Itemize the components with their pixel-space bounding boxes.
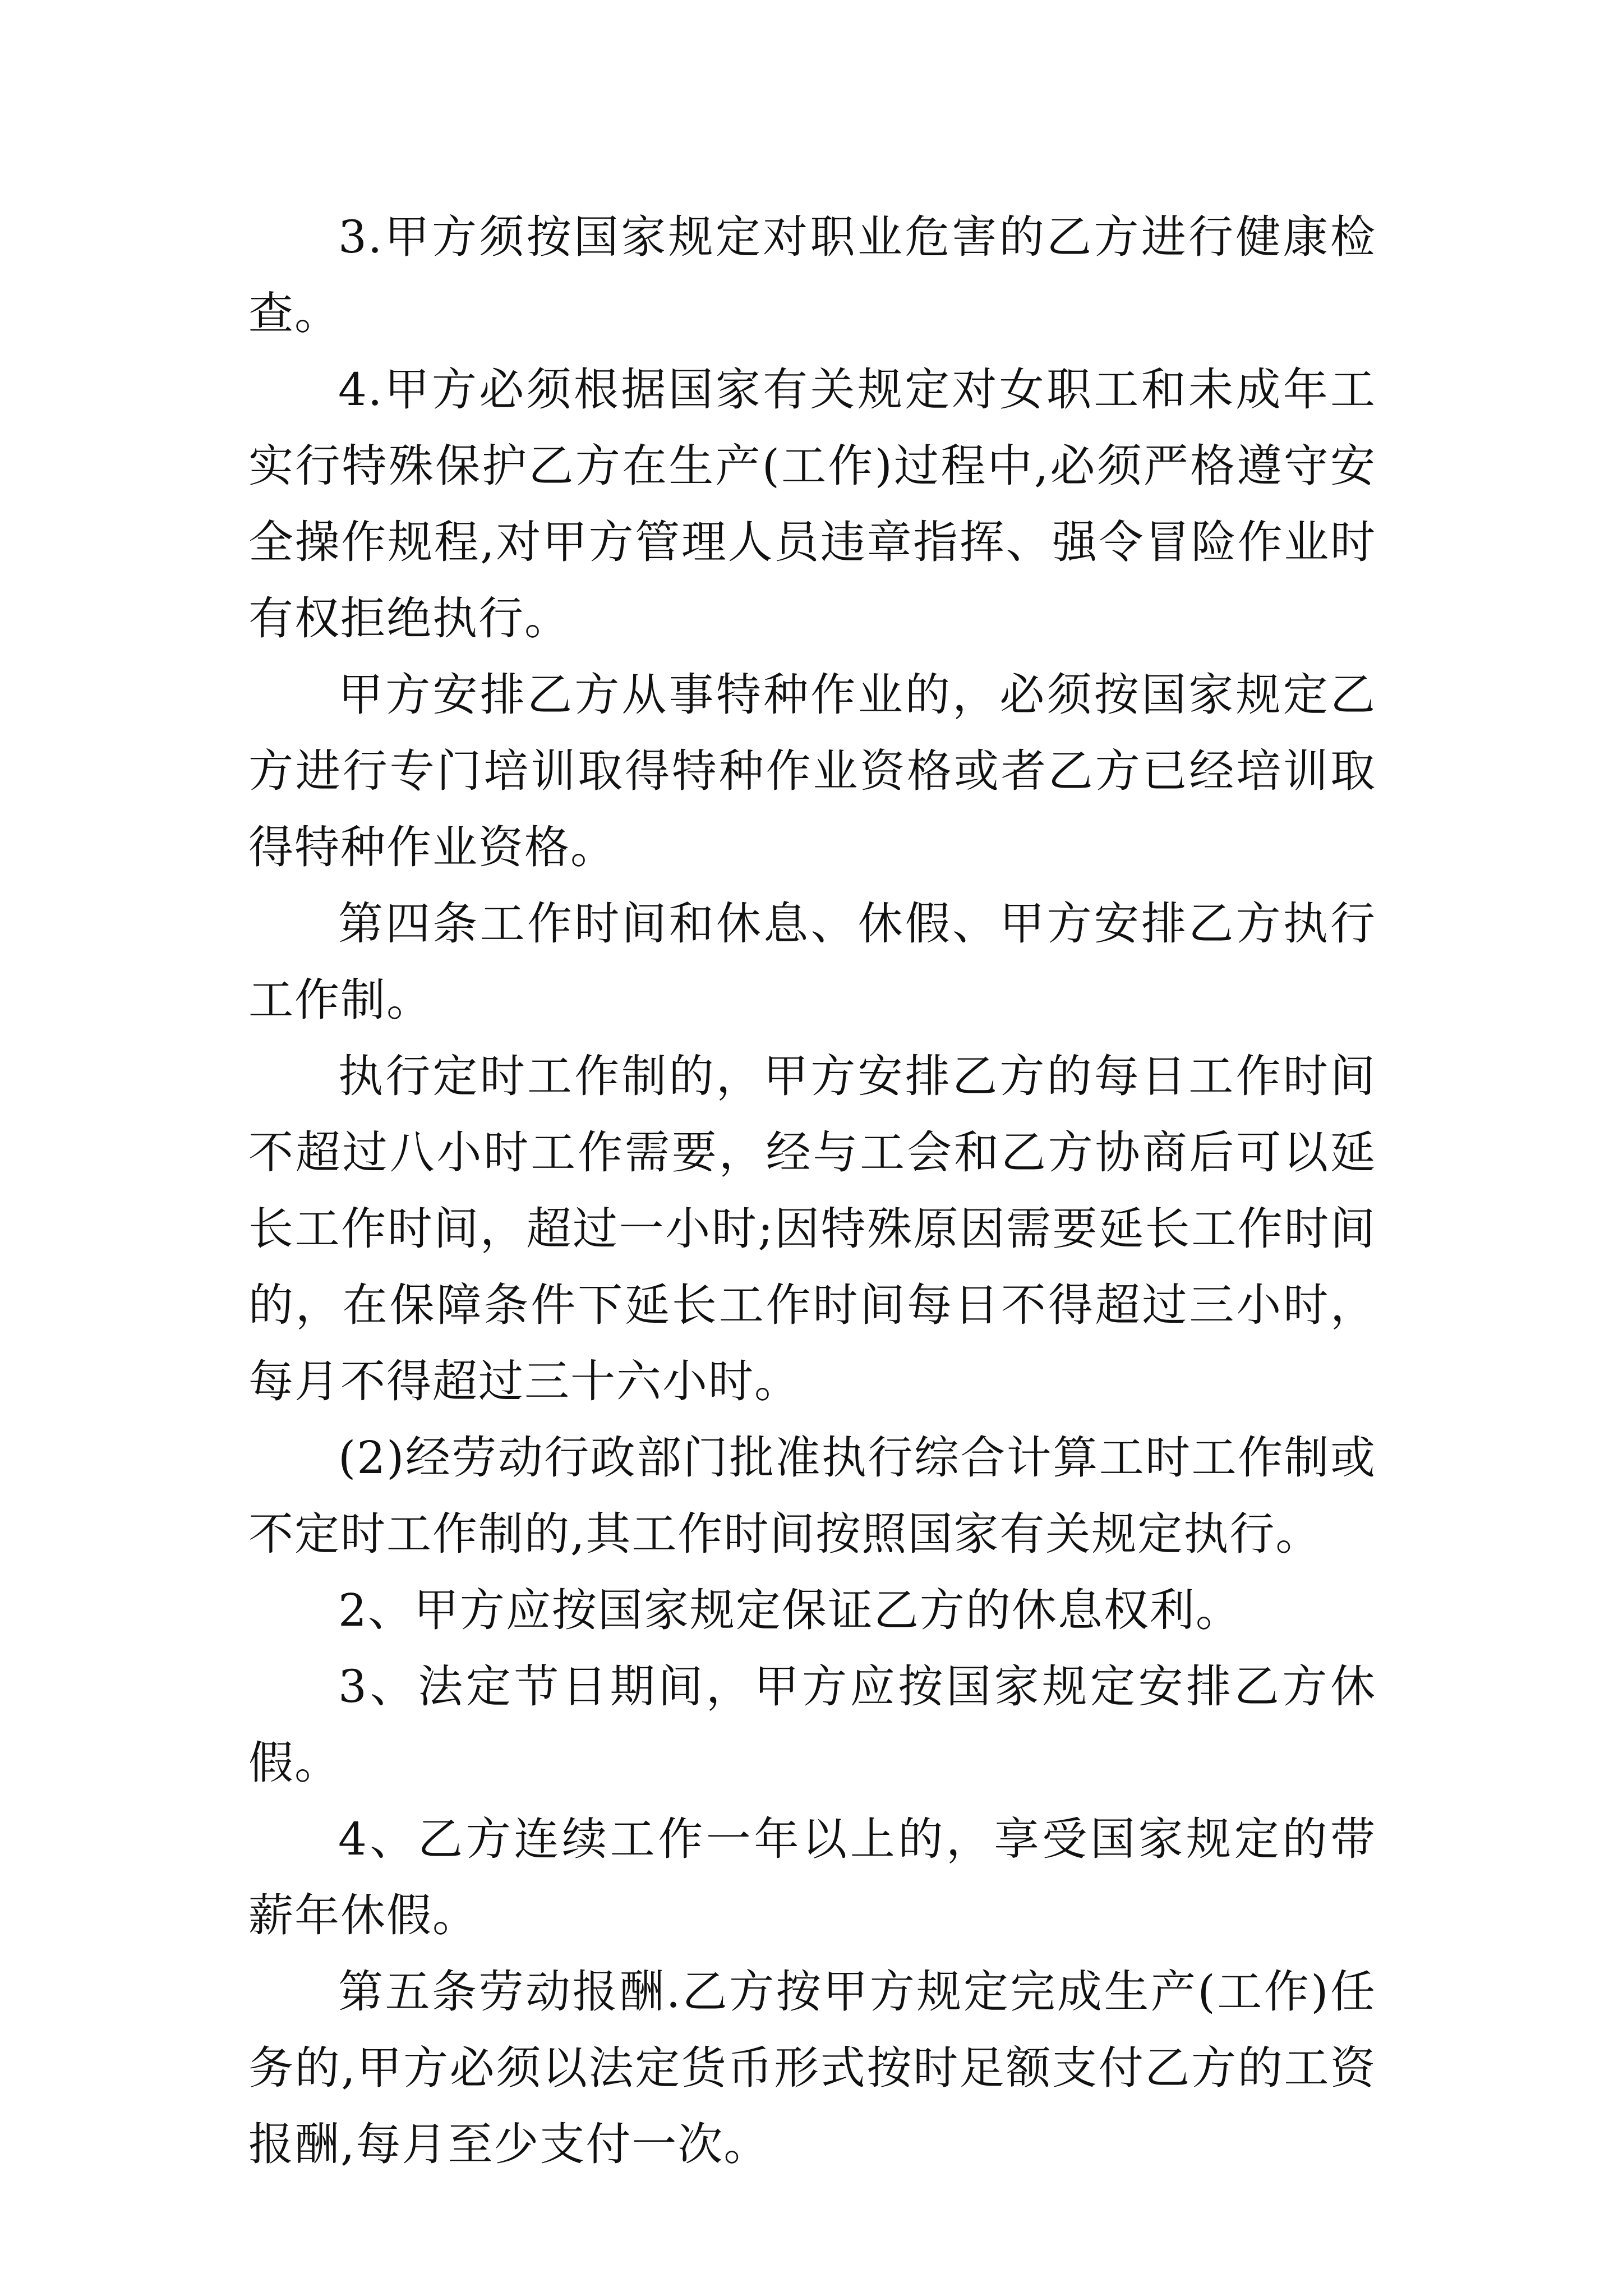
paragraph-article-four-heading: 第四条工作时间和休息、休假、甲方安排乙方执行工作制。 bbox=[248, 898, 1376, 1026]
document-body bbox=[248, 199, 1376, 2183]
paragraph-rest-rights: 2、甲方应按国家规定保证乙方的休息权利。 bbox=[338, 1584, 1242, 1636]
paragraph-special-protection: 4.甲方必须根据国家有关规定对女职工和未成年工实行特殊保护乙方在生产(工作)过程中,必须严格遵守安全操作规程,对甲方管理人员违章指挥、强令冒险作业时有权拒绝执行。 bbox=[248, 364, 1376, 645]
paragraph-annual-leave: 4、乙方连续工作一年以上的，享受国家规定的带薪年休假。 bbox=[248, 1813, 1376, 1941]
paragraph-public-holidays: 3、法定节日期间，甲方应按国家规定安排乙方休假。 bbox=[248, 1660, 1376, 1789]
paragraph-special-operations: 甲方安排乙方从事特种作业的，必须按国家规定乙方进行专门培训取得特种作业资格或者乙方已经培训取得特种作业资格。 bbox=[248, 669, 1376, 873]
paragraph-standard-hours: 执行定时工作制的，甲方安排乙方的每日工作时间不超过八小时工作需要，经与工会和乙方协商后可以延长工作时间，超过一小时;因特殊原因需要延长工作时间的，在保障条件下延长工作时间每日不得超过三小时，每月不得超过三十六小时。 bbox=[248, 1050, 1376, 1407]
paragraph-health-check: 3.甲方须按国家规定对职业危害的乙方进行健康检查。 bbox=[248, 211, 1376, 339]
paragraph-flexible-hours: (2)经劳动行政部门批准执行综合计算工时工作制或不定时工作制的,其工作时间按照国家有关规定执行。 bbox=[248, 1432, 1376, 1560]
paragraph-article-five-remuneration: 第五条劳动报酬.乙方按甲方规定完成生产(工作)任务的,甲方必须以法定货币形式按时足额支付乙方的工资报酬,每月至少支付一次。 bbox=[248, 1966, 1376, 2170]
